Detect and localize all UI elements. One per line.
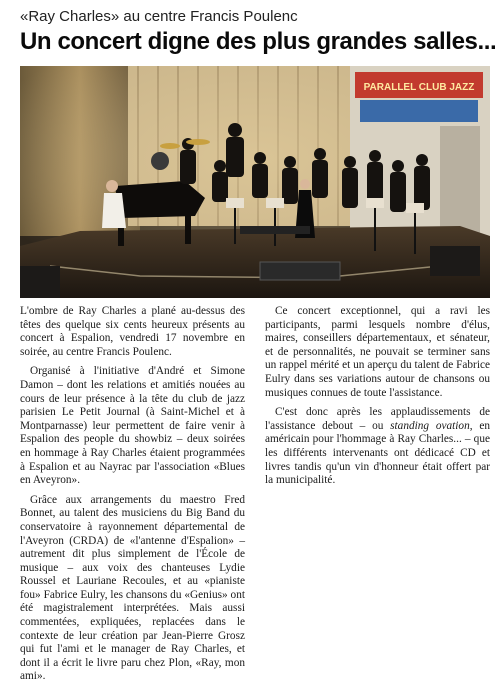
article-headline: Un concert digne des plus grandes salles... bbox=[20, 28, 497, 55]
banner-text: PARALLEL CLUB JAZZ bbox=[363, 82, 475, 93]
article-column-right bbox=[265, 305, 490, 603]
paragraph-5-text-b: , en américain pour l'hommage à Ray Charles... – que les différents intervenants ont dédicacé CD et livres tandis qu'un vin d'honneur était offert par la municipalité. bbox=[265, 419, 490, 487]
concert-photo bbox=[20, 66, 490, 298]
article-kicker: «Ray Charles» au centre Francis Poulenc bbox=[20, 8, 298, 25]
paragraph-5-italic: standing ovation bbox=[390, 419, 470, 432]
paragraph-4: Ce concert exceptionnel, qui a ravi les participants, parmi lesquels nombre d'élus, maires, conseillers départementaux, et sénateur, et de personnalités, ne pouvait se terminer sans un rappel mérité et un aperçu du talent de Fabrice Eulry dans ses variations autour de chansons ou musiques connues de toute l'assistance. bbox=[265, 305, 490, 399]
article-body bbox=[20, 305, 490, 683]
article-column-left bbox=[20, 305, 245, 683]
paragraph-5 bbox=[265, 406, 490, 488]
paragraph-1: L'ombre de Ray Charles a plané au-dessus des têtes des quelque six cents heureux présents au concert à Espalion, vendredi 17 novembre en soirée, au centre Francis Poulenc. bbox=[20, 305, 245, 358]
paragraph-5-text-a: C'est donc après les applaudissements de l'assistance debout – ou bbox=[265, 406, 490, 432]
paragraph-2: Organisé à l'initiative d'André et Simone Damon – dont les relations et amitiés nouées au cours de leur présence à la tête du club de jazz parisien Le Petit Journal (à Saint-Michel et à Montparnasse) leur permettent de faire venir à Espalion des people du showbiz – deux soirées en hommage à Ray Charles étaient programmées à Espalion et au Nayrac par l'association «Blues en Aveyron». bbox=[20, 365, 245, 487]
paragraph-3: Grâce aux arrangements du maestro Fred Bonnet, au talent des musiciens du Big Band du conservatoire à rayonnement départemental de l'Aveyron (CRDA) de «l'antenne d'Espalion» – autrement dit plus simplement de l'École de musique – aux voix des chanteuses Lydie Roussel et Lauriane Recoules, et au «pianiste fou» Fabrice Eulry, les chansons du «Genius» ont été magistralement interprétées. Mais aussi commentées, expliquées, replacées dans le contexte de leur création par Jean-Pierre Grosz qui fut l'ami et le manager de Ray Charles, et dont il a écrit le livre paru chez Plon, «Ray, mon ami». bbox=[20, 493, 245, 683]
